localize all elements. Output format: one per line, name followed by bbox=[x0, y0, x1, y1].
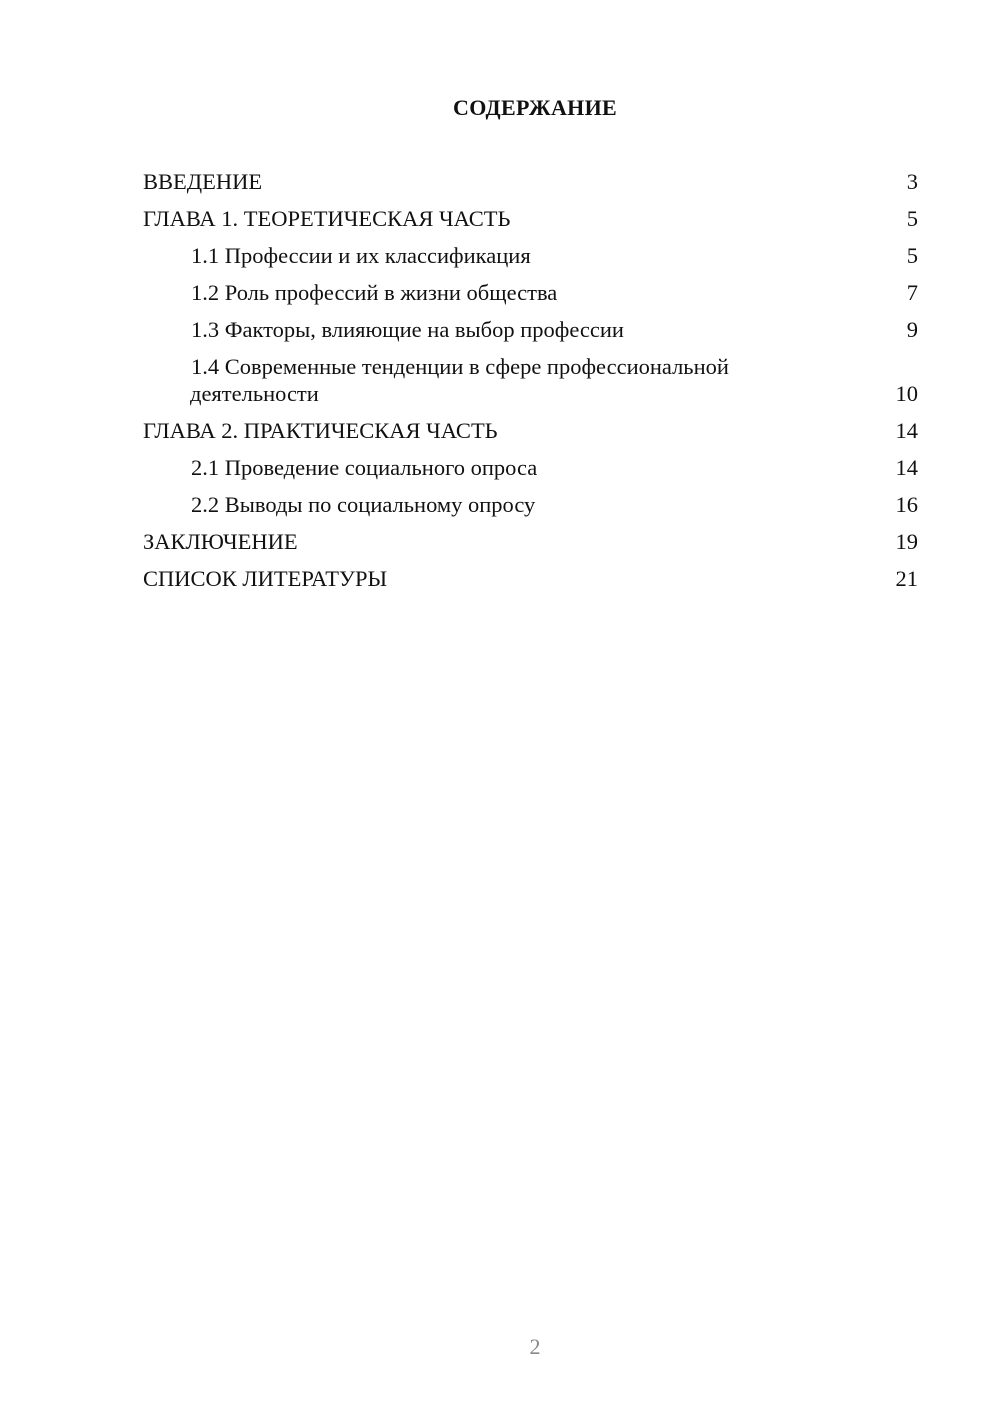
toc-entry-page: 14 bbox=[895, 418, 918, 443]
table-of-contents bbox=[143, 168, 918, 602]
toc-entry-text: СПИСОК ЛИТЕРАТУРЫ bbox=[143, 566, 388, 591]
toc-entry-section-1-3 bbox=[143, 316, 918, 343]
toc-entry-text: ЗАКЛЮЧЕНИЕ bbox=[143, 529, 298, 554]
toc-entry-text: 1.1 Профессии и их классификация bbox=[191, 243, 531, 268]
toc-entry-page: 9 bbox=[906, 317, 918, 342]
toc-entry-bibliography bbox=[143, 565, 918, 592]
toc-entry-page: 10 bbox=[895, 381, 918, 406]
toc-entry-introduction bbox=[143, 168, 918, 195]
toc-entry-text: ВВЕДЕНИЕ bbox=[143, 169, 263, 194]
toc-entry-section-1-4 bbox=[143, 353, 918, 407]
toc-entry-text bbox=[143, 353, 791, 407]
toc-entry-section-2-2 bbox=[143, 491, 918, 518]
toc-entry-text-line2: деятельности bbox=[190, 381, 319, 406]
toc-entry-page: 14 bbox=[895, 455, 918, 480]
toc-entry-section-2-1 bbox=[143, 454, 918, 481]
toc-entry-page: 3 bbox=[906, 169, 918, 194]
toc-entry-text: 1.2 Роль профессий в жизни общества bbox=[191, 280, 558, 305]
toc-entry-chapter-1 bbox=[143, 205, 918, 232]
toc-entry-chapter-2 bbox=[143, 417, 918, 444]
toc-entry-page: 21 bbox=[895, 566, 918, 591]
toc-entry-text: ГЛАВА 2. ПРАКТИЧЕСКАЯ ЧАСТЬ bbox=[143, 418, 498, 443]
toc-entry-section-1-1 bbox=[143, 242, 918, 269]
toc-entry-page: 5 bbox=[906, 243, 918, 268]
toc-entry-text: 1.3 Факторы, влияющие на выбор профессии bbox=[191, 317, 624, 342]
toc-entry-text: 2.2 Выводы по социальному опросу bbox=[191, 492, 536, 517]
toc-title: СОДЕРЖАНИЕ bbox=[453, 95, 617, 120]
toc-entry-page: 16 bbox=[895, 492, 918, 517]
toc-entry-page: 19 bbox=[895, 529, 918, 554]
toc-entry-page: 5 bbox=[906, 206, 918, 231]
page-number: 2 bbox=[529, 1334, 541, 1359]
toc-entry-conclusion bbox=[143, 528, 918, 555]
toc-entry-text-line1: 1.4 Современные тенденции в сфере профессиональной bbox=[191, 354, 729, 379]
toc-entry-text: ГЛАВА 1. ТЕОРЕТИЧЕСКАЯ ЧАСТЬ bbox=[143, 206, 511, 231]
toc-entry-page: 7 bbox=[906, 280, 918, 305]
toc-entry-section-1-2 bbox=[143, 279, 918, 306]
toc-entry-text: 2.1 Проведение социального опроса bbox=[191, 455, 538, 480]
